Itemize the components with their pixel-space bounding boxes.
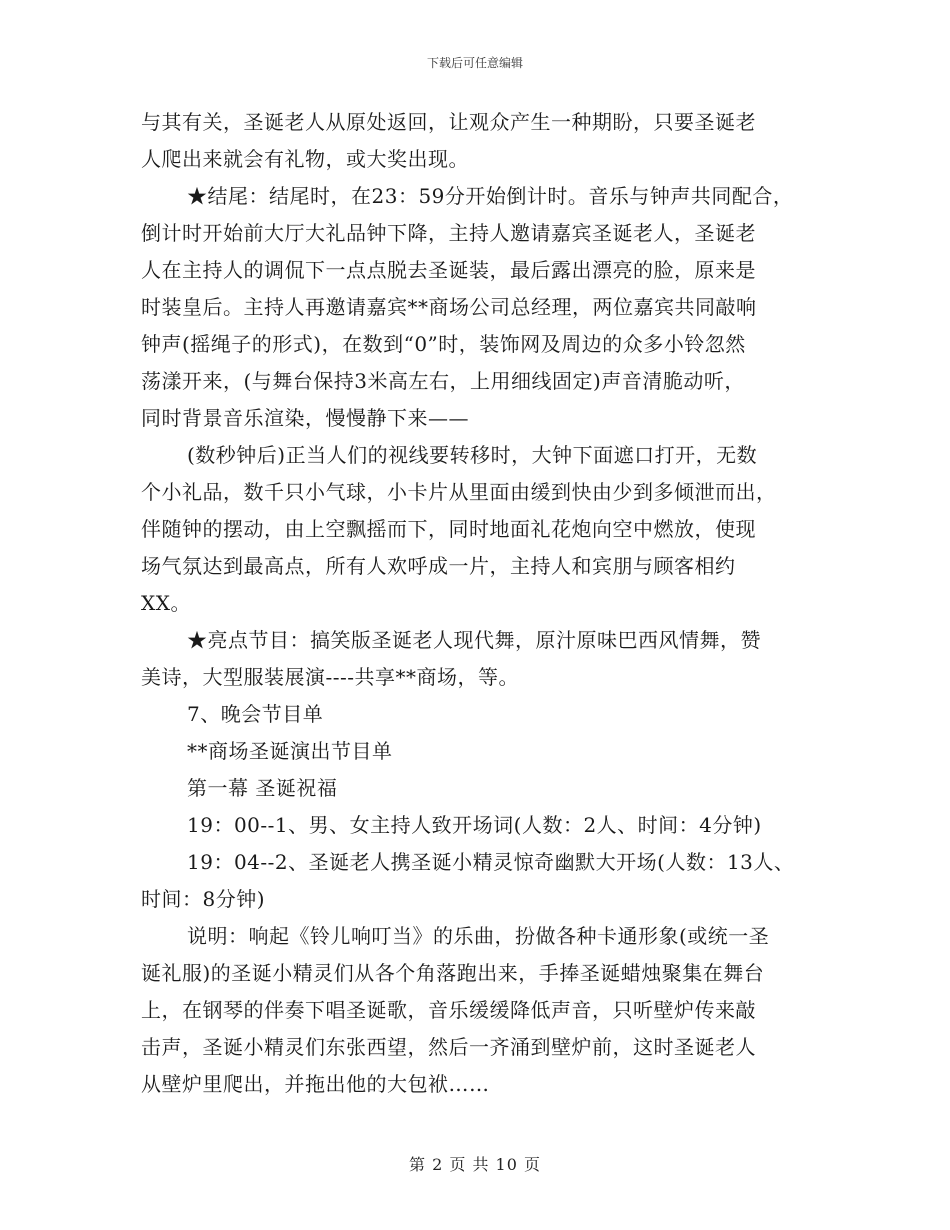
text-line: 场气氛达到最高点，所有人欢呼成一片，主持人和宾朋与顾客相约 xyxy=(141,554,736,578)
text-line: 与其有关，圣诞老人从原处返回，让观众产生一种期盼，只要圣诞老 xyxy=(141,110,756,134)
text-line: 诞礼服)的圣诞小精灵们从各个角落跑出来，手捧圣诞蜡烛聚集在舞台 xyxy=(141,961,765,985)
text-line: 钟声(摇绳子的形式)，在数到“0”时，装饰网及周边的众多小铃忽然 xyxy=(141,332,746,356)
page-header: 下载后可任意编辑 xyxy=(426,56,523,70)
text-line: 时间：8分钟) xyxy=(141,887,266,911)
text-line: 人爬出来就会有礼物，或大奖出现。 xyxy=(141,147,469,171)
text-line: ★结尾：结尾时，在23：59分开始倒计时。音乐与钟声共同配合， xyxy=(187,184,794,208)
text-line: 同时背景音乐渲染，慢慢静下来—— xyxy=(141,406,469,430)
text-line: 击声，圣诞小精灵们东张西望，然后一齐涌到壁炉前，这时圣诞老人 xyxy=(141,1035,756,1059)
text-line: 人在主持人的调侃下一点点脱去圣诞装，最后露出漂亮的脸，原来是 xyxy=(141,258,756,282)
text-line: 19：04--2、圣诞老人携圣诞小精灵惊奇幽默大开场(人数：13人、 xyxy=(187,850,795,874)
document-body xyxy=(141,104,821,1103)
text-line: 上，在钢琴的伴奏下唱圣诞歌，音乐缓缓降低声音，只听壁炉传来敲 xyxy=(141,998,756,1022)
text-line: 个小礼品，数千只小气球，小卡片从里面由缓到快由少到多倾泄而出， xyxy=(141,480,777,504)
text-line: 第一幕 圣诞祝福 xyxy=(187,776,338,800)
text-line: 7、晚会节目单 xyxy=(187,702,324,726)
text-line: 从壁炉里爬出，并拖出他的大包袱…… xyxy=(141,1072,490,1096)
text-line: (数秒钟后)正当人们的视线要转移时，大钟下面遮口打开，无数 xyxy=(187,443,758,467)
text-line: ★亮点节目：搞笑版圣诞老人现代舞，原汁原味巴西风情舞，赞 xyxy=(187,628,761,652)
text-line: 美诗，大型服装展演----共享**商场，等。 xyxy=(141,665,520,689)
text-line: 时装皇后。主持人再邀请嘉宾**商场公司总经理，两位嘉宾共同敲响 xyxy=(141,295,757,319)
text-line: **商场圣诞演出节目单 xyxy=(187,739,393,763)
text-line: 伴随钟的摆动，由上空飘摇而下，同时地面礼花炮向空中燃放，使现 xyxy=(141,517,756,541)
text-line: 说明：响起《铃儿响叮当》的乐曲，扮做各种卡通形象(或统一圣 xyxy=(187,924,770,948)
text-line: 荡漾开来，(与舞台保持3米高左右，上用细线固定)声音清脆动听， xyxy=(141,369,745,393)
page-footer: 第 2 页 共 10 页 xyxy=(409,1155,541,1174)
text-line: 19：00--1、男、女主持人致开场词(人数：2人、时间：4分钟) xyxy=(187,813,762,837)
text-line: XX。 xyxy=(141,591,191,615)
text-line: 倒计时开始前大厅大礼品钟下降，主持人邀请嘉宾圣诞老人，圣诞老 xyxy=(141,221,756,245)
